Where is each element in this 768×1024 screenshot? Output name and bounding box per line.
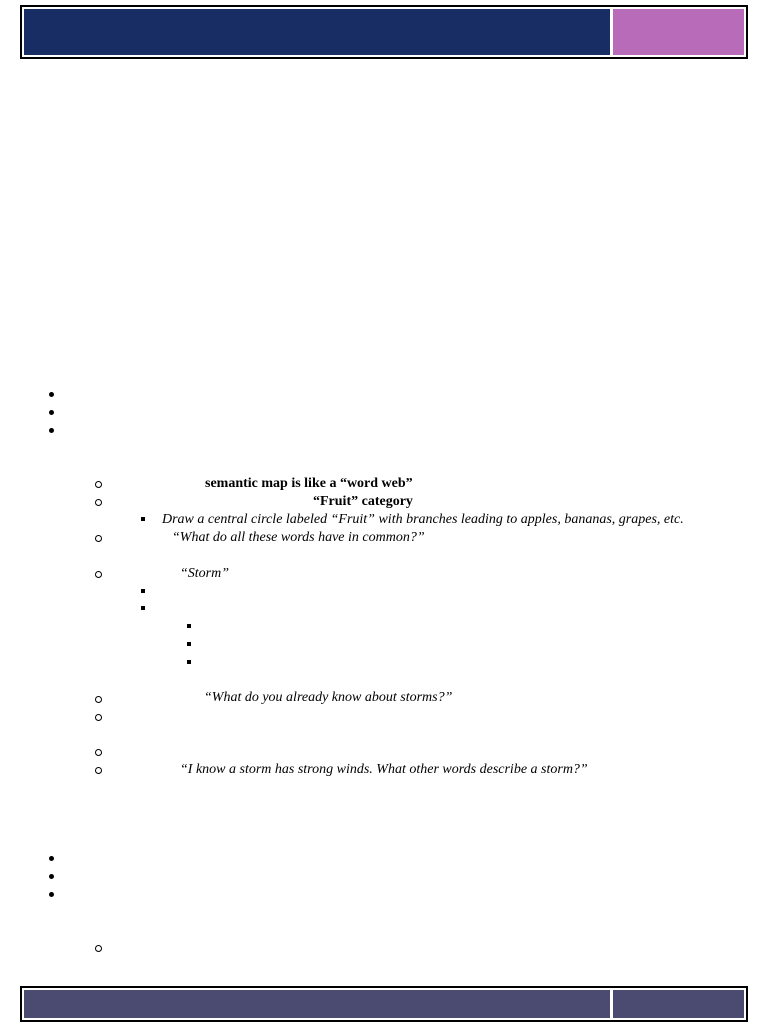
list-bullet xyxy=(95,535,102,542)
list-bullet xyxy=(141,589,145,593)
fruit-example-text: Draw a central circle labeled “Fruit” with branches leading to apples, bananas, grapes, etc. xyxy=(162,512,684,527)
storm-prompt-text: “I know a storm has strong winds. What other words describe a storm?” xyxy=(180,762,588,777)
list-bullet xyxy=(95,749,102,756)
list-bullet xyxy=(187,642,191,646)
fruit-category-text: “Fruit” category xyxy=(313,494,413,509)
list-bullet xyxy=(95,767,102,774)
footer-side-bar xyxy=(613,990,744,1018)
header-main-bar xyxy=(24,9,610,55)
header-accent-bar xyxy=(613,9,744,55)
list-bullet xyxy=(95,945,102,952)
list-bullet xyxy=(49,874,54,879)
footer-main-bar xyxy=(24,990,610,1018)
list-bullet xyxy=(49,392,54,397)
list-bullet xyxy=(49,410,54,415)
list-bullet xyxy=(141,606,145,610)
footer-band xyxy=(20,986,748,1022)
common-question-text: “What do all these words have in common?” xyxy=(172,530,425,545)
list-bullet xyxy=(187,660,191,664)
header-band xyxy=(20,5,748,59)
list-bullet xyxy=(141,517,145,521)
list-bullet xyxy=(95,499,102,506)
list-bullet xyxy=(187,624,191,628)
list-bullet xyxy=(49,892,54,897)
storm-question-text: “What do you already know about storms?” xyxy=(204,690,453,705)
semantic-map-text: semantic map is like a “word web” xyxy=(205,476,413,491)
list-bullet xyxy=(49,428,54,433)
list-bullet xyxy=(49,856,54,861)
list-bullet xyxy=(95,481,102,488)
list-bullet xyxy=(95,571,102,578)
list-bullet xyxy=(95,696,102,703)
list-bullet xyxy=(95,714,102,721)
storm-label-text: “Storm” xyxy=(180,566,230,581)
